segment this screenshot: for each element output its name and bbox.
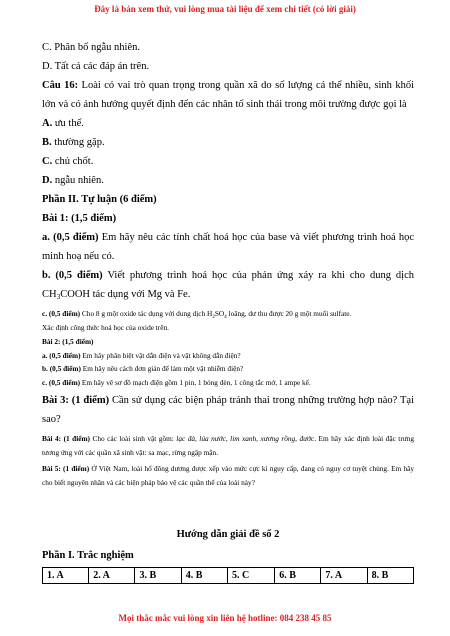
bai4-label: Bài 4: (1 điểm) <box>42 434 90 443</box>
bai2-c-text: Em hãy vẽ sơ đồ mạch điện gồm 1 pin, 1 bóng đèn, 1 công tắc mở, 1 ampe kế. <box>80 377 311 387</box>
q16-option-a <box>42 114 414 133</box>
bai2-title: Bài 2: (1,5 điểm) <box>42 337 94 346</box>
q16-option-c <box>42 152 414 171</box>
bai2-b-label: b. (0,5 điểm) <box>42 364 81 373</box>
bai4-text-end: . Em hãy xác định loài đặc trưng tương ứng với các quần xã sinh vật: sa mạc, rừng ngập mặn. <box>42 434 414 457</box>
bai2-a-text: Em hãy phân biệt vật dẫn điện và vật không dẫn điện? <box>80 350 241 360</box>
bai1-b-line2 <box>42 285 414 304</box>
answer-cell: 4. B <box>181 568 227 584</box>
bai2-c <box>42 376 414 390</box>
bai1-b-label: b. (0,5 điểm) <box>42 270 103 281</box>
bai4 <box>42 432 414 459</box>
formula-subscript: 4 <box>224 314 227 320</box>
bai1-title: Bài 1: (1,5 điểm) <box>42 213 117 224</box>
answer-table <box>42 567 414 584</box>
guide-title: Hướng dẫn giải đề số 2 <box>176 529 280 540</box>
bai1-c-line2: Xác định công thức hoá học của oxide trên. <box>42 322 169 332</box>
bai3-text: Cần sử dụng các biện pháp tránh thai trong những trường hợp nào? Tại sao? <box>42 395 414 425</box>
bai3-label: Bài 3: (1 điểm) <box>42 395 110 406</box>
q15-option-d: D. Tất cả các đáp án trên. <box>42 61 150 72</box>
formula-part: SO <box>214 309 225 318</box>
answer-cell: 2. A <box>89 568 135 584</box>
bai5-label: Bài 5: (1 điểm) <box>42 464 90 473</box>
bai4-text: Cho các loài sinh vật gồm: <box>90 434 177 443</box>
answer-cell: 7. A <box>321 568 367 584</box>
option-text: ưu thế. <box>52 118 84 129</box>
document-body <box>42 38 414 584</box>
formula-subscript: 3 <box>56 292 61 301</box>
answer-cell: 8. B <box>367 568 413 584</box>
part1-title: Phần I. Trắc nghiệm <box>42 550 134 561</box>
bai1-a <box>42 228 414 266</box>
answer-cell: 6. B <box>275 568 321 584</box>
answer-cell: 1. A <box>43 568 89 584</box>
part2-title: Phần II. Tự luận (6 điểm) <box>42 194 157 205</box>
hotline-banner: Mọi thắc mắc vui lòng xin liên hệ hotline: 084 238 45 85 <box>118 613 332 623</box>
formula-subscript: 2 <box>212 314 215 320</box>
q15-option-c: C. Phân bố ngẫu nhiên. <box>42 42 140 53</box>
q16-option-d <box>42 171 414 190</box>
option-letter: D. <box>42 175 53 186</box>
option-letter: A. <box>42 118 53 129</box>
bai2-b-text: Em hãy nêu cách đơn giản để làm một vật nhiễm điện? <box>80 364 244 373</box>
option-letter: C. <box>42 156 53 167</box>
option-text: ngẫu nhiên. <box>52 175 104 186</box>
bai1-a-label: a. (0,5 điểm) <box>42 232 99 243</box>
bai1-c <box>42 307 414 321</box>
formula-part: CH <box>42 289 57 300</box>
bai2-b <box>42 362 414 376</box>
option-text: chủ chốt. <box>52 156 94 167</box>
species-list: lạc đà, lúa nước, lim xanh, xương rồng, đước <box>176 434 315 443</box>
q16-option-b <box>42 133 414 152</box>
preview-banner: Đây là bản xem thử, vui lòng mua tài liệu để xem chi tiết (có lời giải) <box>94 4 356 14</box>
bai1-b-text: Viết phương trình hoá học của phản ứng xảy ra khi cho dung dịch <box>102 270 414 281</box>
bai1-c-text: Cho 8 g một oxide tác dụng với dung dịch H <box>80 309 213 318</box>
table-row <box>43 568 414 584</box>
bai5-text: Ở Việt Nam, loài hổ đông dương được xếp vào mức cực kì nguy cấp, đang có nguy cơ tuyệt chủng. Em hãy cho biết nguyên nhân và các biện pháp bảo vệ các quần thể của loài này? <box>42 464 414 487</box>
bai2-a-label: a. (0,5 điểm) <box>42 350 81 360</box>
question-16-label: Câu 16: <box>42 80 79 91</box>
formula-part: COOH tác dụng với Mg và Fe. <box>60 289 191 300</box>
bai5 <box>42 462 414 489</box>
answer-cell: 3. B <box>135 568 181 584</box>
bai2-c-label: c. (0,5 điểm) <box>42 377 81 387</box>
answer-cell: 5. C <box>227 568 274 584</box>
bai1-b <box>42 266 414 285</box>
option-letter: B. <box>42 137 52 148</box>
bai2-a <box>42 349 414 363</box>
question-16-text: Loài có vai trò quan trọng trong quần xã do số lượng cá thể nhiều, sinh khối lớn và có ảnh hưởng quyết định đến các nhân tố sinh thái trong môi trường được gọi là <box>42 80 414 110</box>
option-text: thường gặp. <box>51 137 105 148</box>
question-16 <box>42 76 414 114</box>
bai3 <box>42 391 414 429</box>
bai1-a-text: Em hãy nêu các tính chất hoá học của base và viết phương trình hoá học minh hoạ nếu có. <box>42 232 414 262</box>
formula-part: loãng, dư thu được 20 g một muối sulfate. <box>226 309 352 318</box>
bai1-c-label: c. (0,5 điểm) <box>42 309 81 318</box>
